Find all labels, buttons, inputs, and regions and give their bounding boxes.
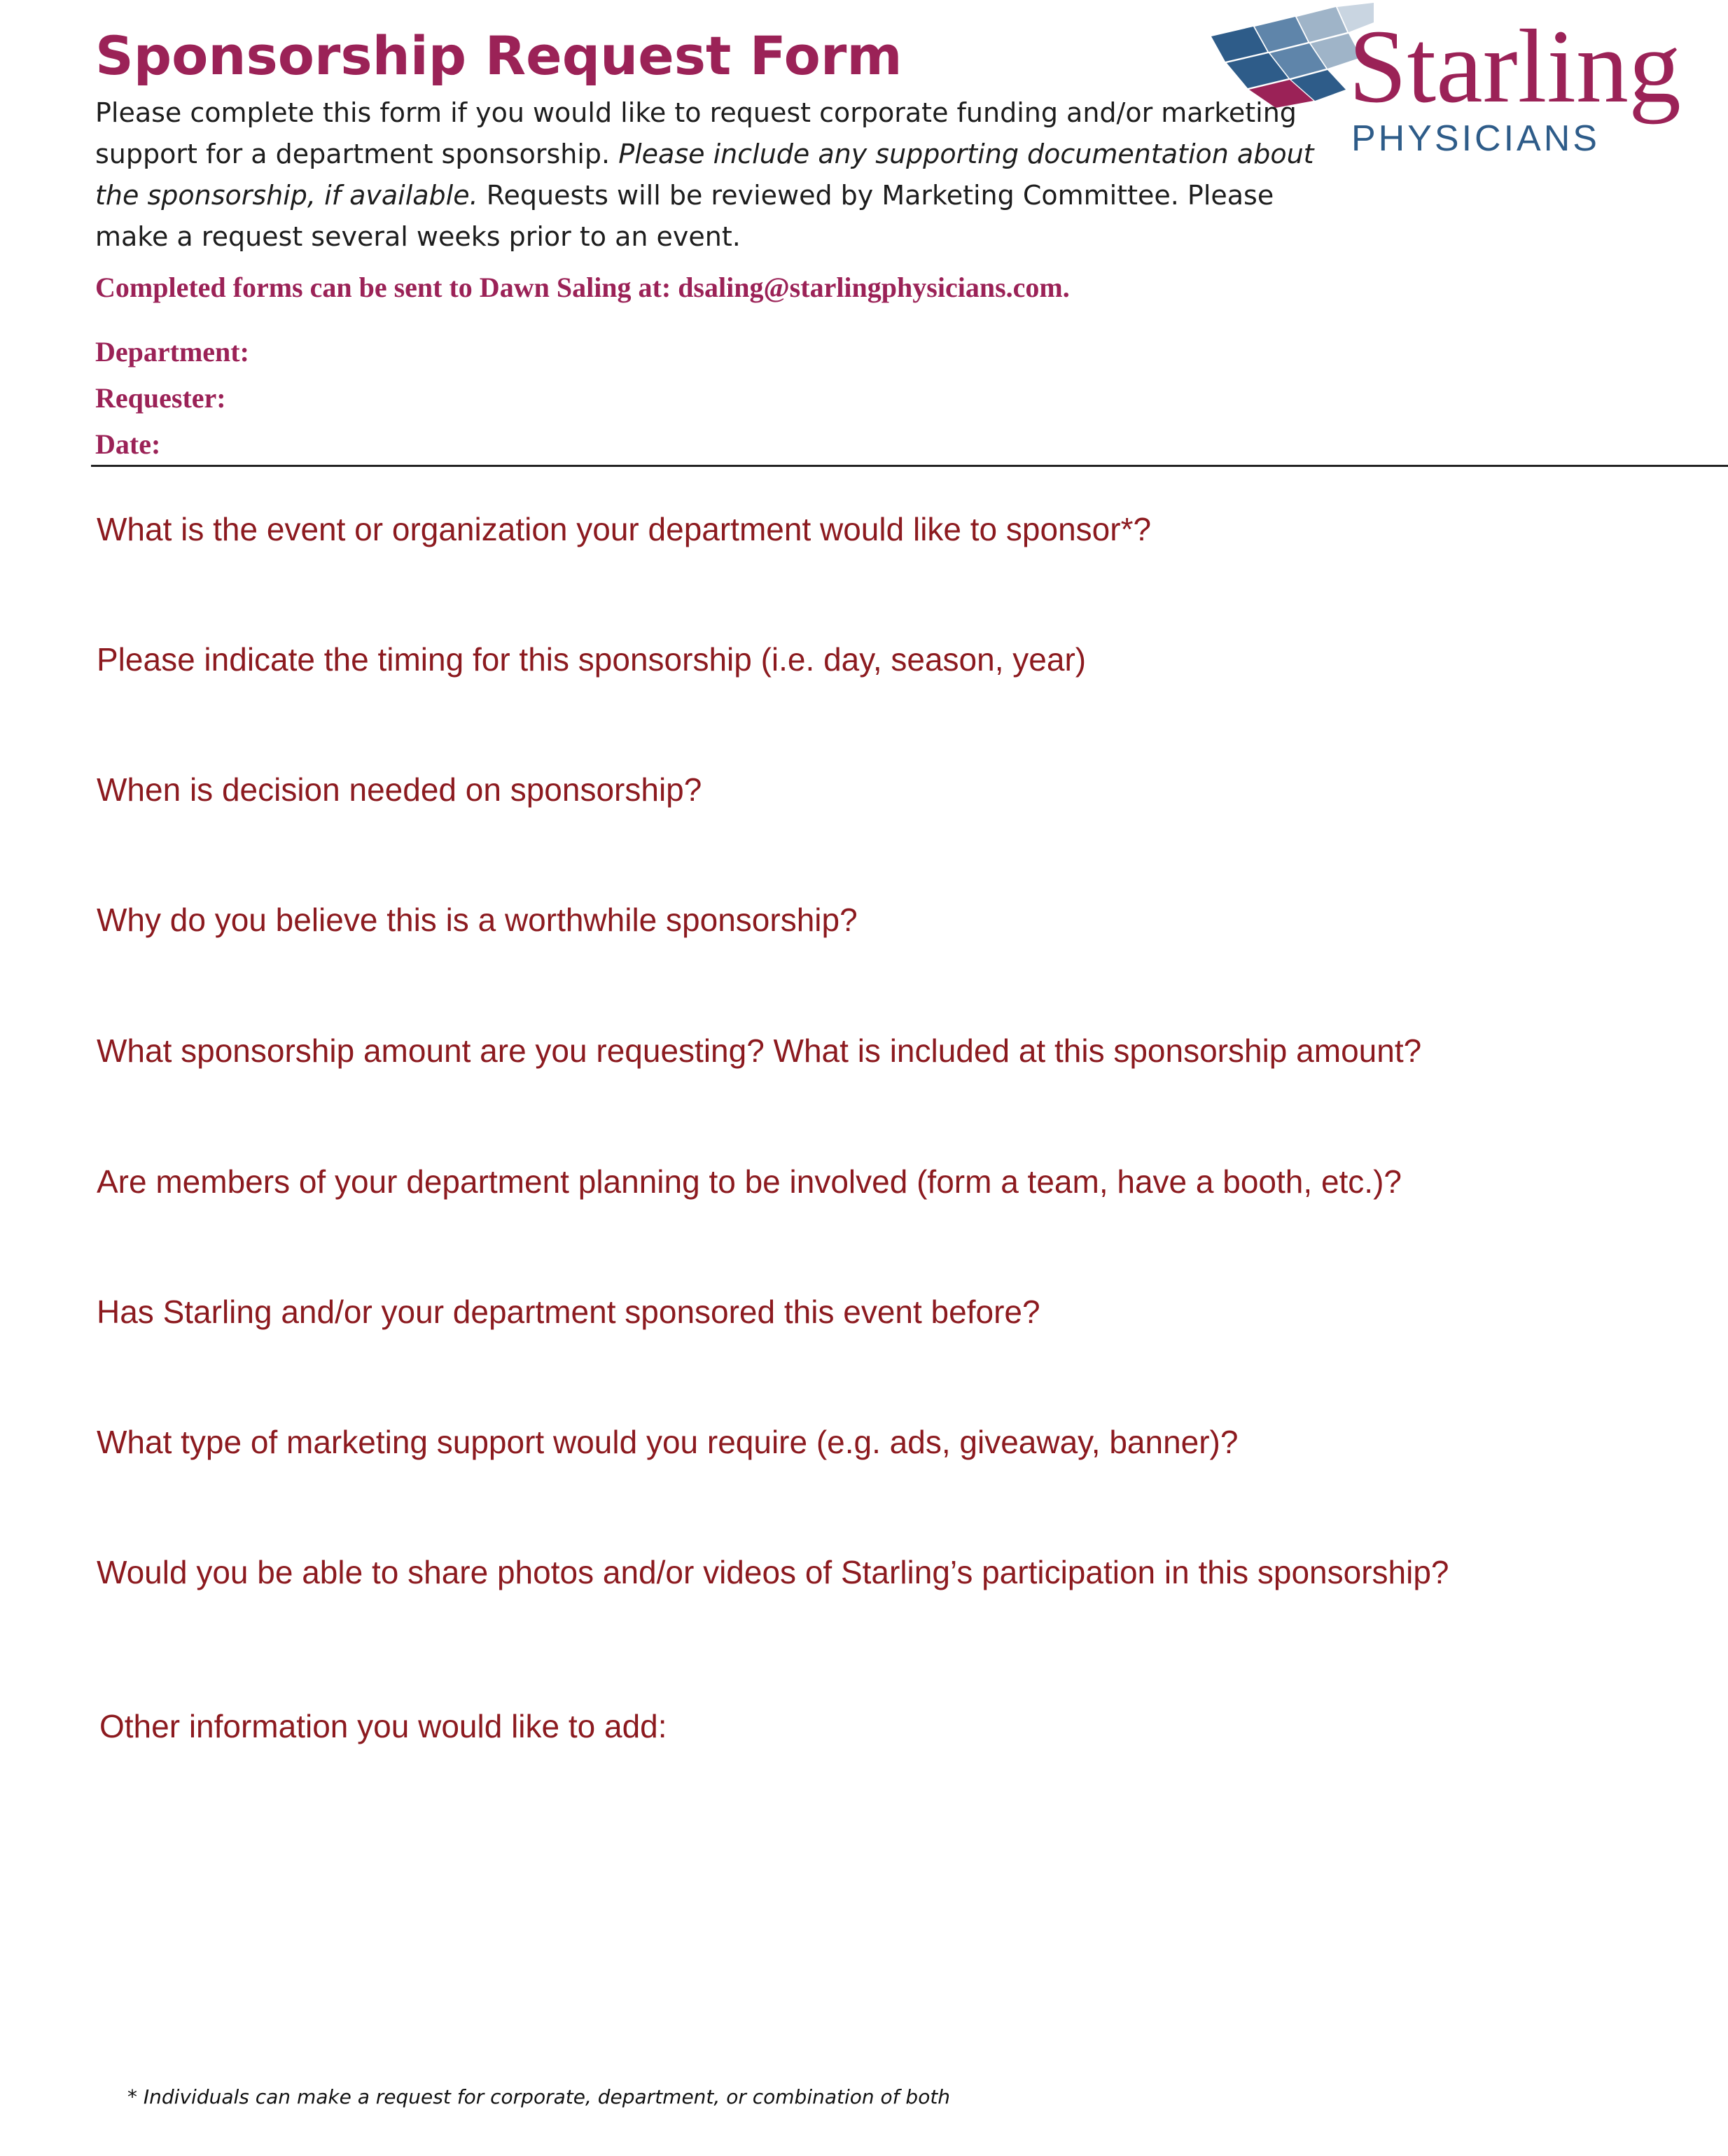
question-marketing: What type of marketing support would you require (e.g. ads, giveaway, banner)? (97, 1424, 1239, 1460)
department-label: Department: (95, 336, 249, 368)
logo-subtitle: PHYSICIANS (1351, 118, 1600, 159)
question-event: What is the event or organization your department would like to sponsor*? (97, 511, 1152, 547)
logo-wordmark: Starling (1349, 8, 1681, 125)
intro-part-1: Please complete this form if you would like to request corporate funding and/or marketing support for a department sponsorship. (95, 97, 1297, 169)
intro-part-3: Requests will be reviewed by Marketing Committee. Please make a request several weeks prior to an event. (95, 180, 1274, 252)
question-history: Has Starling and/or your department sponsored this event before? (97, 1294, 1040, 1330)
question-timing: Please indicate the timing for this sponsorship (i.e. day, season, year) (97, 641, 1087, 678)
page-title: Sponsorship Request Form (95, 24, 903, 87)
question-worthwhile: Why do you believe this is a worthwhile sponsorship? (97, 902, 858, 938)
question-photos: Would you be able to share photos and/or videos of Starling’s participation in this sponsorship? (97, 1554, 1449, 1590)
question-decision: When is decision needed on sponsorship? (97, 771, 702, 808)
question-other-info: Other information you would like to add: (99, 1708, 667, 1744)
divider (91, 465, 1728, 467)
footnote: * Individuals can make a request for corporate, department, or combination of both (127, 2085, 951, 2108)
send-to-instruction: Completed forms can be sent to Dawn Saling at: dsaling@starlingphysicians.com. (95, 272, 1070, 303)
question-involvement: Are members of your department planning to be involved (form a team, have a booth, etc.)? (97, 1163, 1402, 1200)
intro-text (95, 92, 1328, 258)
intro-part-2: Please include any supporting documentation about the sponsorship, if available. (95, 139, 1314, 211)
requester-label: Requester: (95, 382, 226, 414)
date-label: Date: (95, 428, 161, 460)
question-amount: What sponsorship amount are you requesting? What is included at this sponsorship amount? (97, 1032, 1422, 1069)
